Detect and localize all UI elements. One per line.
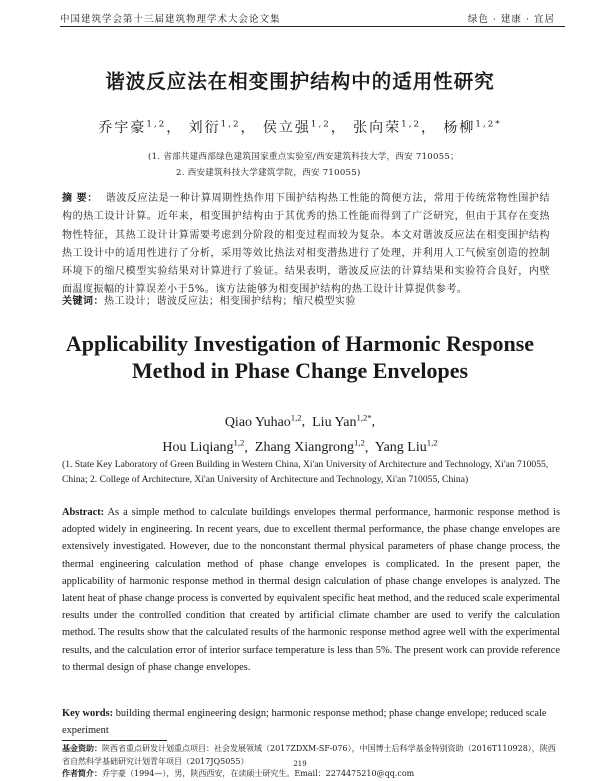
affiliation-chinese-1: (1. 省部共建西部绿色建筑国家重点实验室/西安建筑科技大学，西安 710055；: [148, 152, 459, 162]
running-header-left: 中国建筑学会第十三届建筑物理学术大会论文集: [60, 14, 281, 25]
author: Yang Liu$^{1,2}$: [374, 437, 438, 456]
keywords-chinese-label: 关键词：: [62, 296, 104, 307]
running-header-right: 绿色 · 建康 · 宜居: [467, 14, 555, 25]
authors-english-line-2: Hou Liqiang$^{1,2}$, Zhang Xiangrong$^{1,2}$, Yang Liu$^{1,2}$: [162, 437, 438, 456]
abstract-english-text: As a simple method to calculate buildings envelopes thermal performance, harmonic response method is adopted widely in engineering. In recent years, due to excellent thermal performance, the phase change envelopes are extensively investigated. However, due to the nonconstant thermal physical parameters of phase change process, the thermal engineering calculation method of phase change envelopes is complicated. In the present paper, the applicability of harmonic response method in thermal design calculation of phase change envelopes is analyzed. The latent heat of phase change process is converted by equivalent specific heat method, and the reduced scale experimental results under the controlled condition that created by artificial climate chamber are used to verify the calculation method. The results show that the calculated results of the harmonic response method agree well with the experimental results, and the calculation error of interior surface temperature is less than 5%. The present work can provide reference to thermal design of phase change envelopes.: [62, 507, 560, 673]
title-english-line-1: Applicability Investigation of Harmonic Response: [65, 331, 535, 356]
title-chinese: 谐波反应法在相变围护结构中的适用性研究: [105, 70, 495, 93]
authors-english-line-1: Qiao Yuhao$^{1,2}$, Liu Yan$^{1,2*}$,: [224, 412, 376, 430]
author: 侯立强$^{1,2}$: [262, 119, 331, 136]
affiliation-chinese-2: 2. 西安建筑科技大学建筑学院，西安 710055): [176, 168, 361, 178]
keywords-chinese-text: 热工设计；谐波反应法；相变围护结构；缩尺模型实验: [104, 296, 356, 307]
title-english: [0, 331, 600, 384]
keywords-english-text: building thermal engineering design; harmonic response method; phase change envelope; reduced scale experiment: [62, 708, 547, 736]
author: Liu Yan$^{1,2*}$: [312, 412, 372, 430]
keywords-english: [62, 705, 560, 739]
author: Hou Liqiang$^{1,2}$: [162, 437, 245, 456]
keywords-chinese: [62, 292, 356, 307]
abstract-chinese-text: 谐波反应法是一种计算周期性热作用下围护结构热工性能的简便方法，常用于传统常物性围护结构的热工设计计算。近年来，相变围护结构由于其优秀的热工性能而得到了广泛研究，但由于其存在变热物性特征，其热工设计计算需要考虑到分阶段的相变过程而较为复杂。本文对谐波反应法在相变围护结构热工设计中的适用性进行了分析，采用等效比热法对相变潜热进行了处理，并利用人工气候室创造的控制环境下的缩尺模型实验结果对计算进行了验证。结果表明，谐波反应法的计算结果和实验符合良好，内壁面温度振幅的计算误差小于5%。该方法能够为相变围护结构的热工设计计算提供参考。: [62, 193, 550, 296]
footnote-funding: 基金资助：陕西省重点研发计划重点项目：社会发展领域（2017ZDXM-SF-076），中国博士后科学基金特别资助（2016T110928），陕西省自然科学基础研究计划青年项目（2017JQ5055）: [62, 744, 556, 766]
authors-chinese: 乔宇豪$^{1,2}$， 刘衍$^{1,2}$， 侯立强$^{1,2}$， 张向荣$^{1,2}$， 杨柳$^{1,2*}$: [98, 119, 502, 136]
authors-english: [0, 407, 600, 458]
footnote-divider: [62, 740, 167, 741]
author: 乔宇豪$^{1,2}$: [98, 119, 167, 136]
affiliation-english: (1. State Key Laboratory of Green Building in Western China, Xi'an University of Architecture and Technology, Xi'an 710055, China; 2. College of Architecture, Xi'an University of Architecture and Technology, Xi'an 710055, China): [62, 459, 549, 485]
author: 张向荣$^{1,2}$: [353, 119, 421, 136]
abstract-chinese-label: 摘 要：: [62, 193, 98, 204]
author: Zhang Xiangrong$^{1,2}$: [254, 437, 365, 456]
footnote-author-bio: 作者简介：乔宇豪（1994—），男，陕西西安，在读硕士研究生。Email：2274475210@qq.com: [62, 769, 415, 778]
abstract-english-label: Abstract:: [62, 507, 105, 518]
title-english-line-2: Method in Phase Change Envelopes: [131, 357, 469, 383]
page-number: 219: [293, 760, 307, 768]
keywords-english-label: Key words:: [62, 708, 114, 719]
author: 刘衍$^{1,2}$: [188, 119, 241, 136]
author: Qiao Yuhao$^{1,2}$: [224, 412, 302, 430]
running-header: [60, 10, 565, 27]
abstract-chinese: [62, 190, 550, 300]
author: 杨柳$^{1,2*}$: [443, 119, 502, 136]
abstract-english: [62, 504, 560, 676]
